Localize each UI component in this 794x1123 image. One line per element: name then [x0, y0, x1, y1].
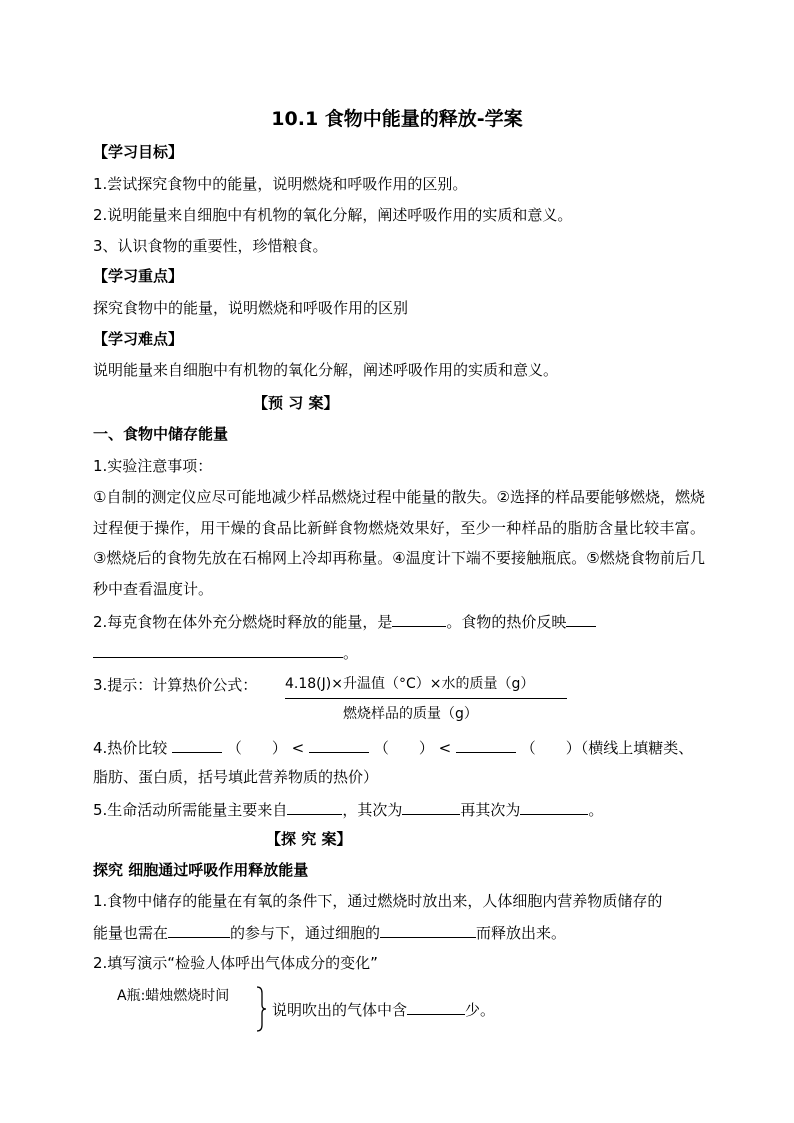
explore-header: 【探 究 案】: [266, 830, 352, 848]
q4-line: [93, 737, 693, 758]
q5-line: [93, 799, 603, 820]
conclusion-blank[interactable]: [407, 999, 465, 1015]
bottle-a-label: A瓶:蜡烛燃烧时间: [117, 988, 230, 1004]
formula-fraction-bar: [285, 698, 567, 699]
q5-blank-2[interactable]: [402, 799, 460, 815]
q5-text-b: ，其次为: [342, 801, 403, 819]
e1-text-c: 的参与下，通过细胞的: [230, 924, 381, 942]
objective-2: 2.说明能量来自细胞中有机物的氧化分解，阐述呼吸作用的实质和意义。: [93, 206, 573, 224]
q4-note: （横线上填糖类、: [580, 739, 694, 757]
explore-title: 探究 细胞通过呼吸作用释放能量: [93, 861, 309, 879]
q5-text-a: 5.生命活动所需能量主要来自: [93, 801, 288, 819]
q4-lt-2: <: [438, 739, 452, 757]
q1-label: 1.实验注意事项：: [93, 457, 213, 475]
q1-notes: ①自制的测定仪应尽可能地减少样品燃烧过程中能量的散失。②选择的样品要能够燃烧，燃烧过程便于操作，用干燥的食品比新鲜食物燃烧效果好，至少一种样品的脂肪含量比较丰富。③燃烧后的食物先放在石棉网上冷却再称量。④温度计下端不要接触瓶底。⑤燃烧食物前后几秒中查看温度计。: [93, 488, 705, 598]
q4-paren-3: （ ）: [520, 739, 581, 757]
q5-blank-1[interactable]: [287, 799, 342, 815]
q2-text-c: 。: [343, 644, 359, 662]
q5-text-c: 再其次为: [460, 801, 521, 819]
q4-lt-1: <: [291, 739, 305, 757]
section-objectives: 【学习目标】: [93, 143, 184, 161]
e1-text-d: 而释放出来。: [476, 924, 567, 942]
q4-label: 4.热价比较: [93, 739, 168, 757]
formula-denominator: 燃烧样品的质量（g）: [343, 706, 478, 722]
q4-blank-3[interactable]: [456, 737, 516, 753]
q2-blank-1[interactable]: [392, 611, 446, 627]
section-key: 【学习重点】: [93, 267, 184, 285]
conclusion-text-a: 说明吹出的气体中含: [272, 1001, 408, 1019]
q5-text-d: 。: [588, 801, 604, 819]
page-title: 10.1 食物中能量的释放-学案: [271, 108, 523, 130]
e1-line-2: [93, 922, 566, 943]
q3-label: 3.提示：计算热价公式：: [93, 676, 258, 694]
part1-heading: 一、食物中储存能量: [93, 425, 229, 443]
conclusion-text-b: 少。: [465, 1001, 496, 1019]
q4-paren-2: （ ）: [373, 739, 434, 757]
objective-3: 3、认识食物的重要性，珍惜粮食。: [93, 237, 328, 255]
conclusion-line: [272, 999, 495, 1020]
q4-note-2: 脂肪、蛋白质，括号填此营养物质的热价）: [93, 768, 379, 786]
q2-blank-2[interactable]: [566, 611, 596, 627]
objective-1: 1.尝试探究食物中的能量，说明燃烧和呼吸作用的区别。: [93, 175, 468, 193]
e1-blank-2[interactable]: [380, 922, 476, 938]
e2-line: 2.填写演示“检验人体呼出气体成分的变化”: [93, 954, 378, 972]
q2-text-b: 。食物的热价反映: [446, 613, 567, 631]
e1-text-b: 能量也需在: [93, 924, 169, 942]
e1-blank-1[interactable]: [168, 922, 230, 938]
q4-paren-1: （ ）: [226, 739, 287, 757]
e1-line-1: 1.食物中储存的能量在有氧的条件下，通过燃烧时放出来，人体细胞内营养物质储存的: [93, 892, 663, 910]
q4-blank-2[interactable]: [309, 737, 369, 753]
q4-blank-1[interactable]: [172, 737, 222, 753]
formula-numerator: 4.18(J)×升温值（°C）×水的质量（g）: [285, 676, 535, 692]
q2-text-a: 2.每克食物在体外充分燃烧时释放的能量，是: [93, 613, 393, 631]
q5-blank-3[interactable]: [520, 799, 588, 815]
section-difficulty: 【学习难点】: [93, 330, 184, 348]
preview-header: 【预 习 案】: [253, 394, 339, 412]
q2-line-2: [93, 642, 358, 663]
q2-blank-3[interactable]: [93, 642, 343, 658]
key-point: 探究食物中的能量，说明燃烧和呼吸作用的区别: [93, 299, 409, 317]
q2-line: [93, 611, 596, 632]
difficulty: 说明能量来自细胞中有机物的氧化分解，阐述呼吸作用的实质和意义。: [93, 361, 559, 379]
curly-brace-icon: [253, 986, 267, 1032]
